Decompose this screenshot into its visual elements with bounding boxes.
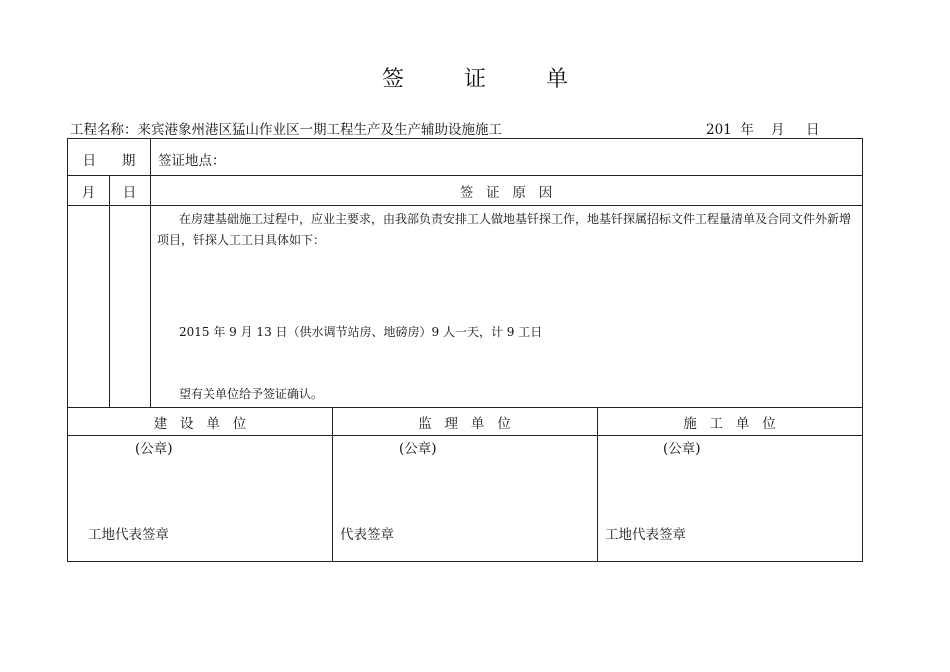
reason-paragraph-3: 望有关单位给予签证确认。 [179,387,324,401]
supervisor-seal: (公章) [399,441,437,457]
contractor-signature-label: 工地代表签章 [605,527,686,543]
location-label: 签证地点： [158,153,226,169]
owner-signature-label: 工地代表签章 [88,527,169,543]
reason-paragraph-1: 在房建基础施工过程中，应业主要求，由我部负责安排工人做地基钎探工作，地基钎探属招标文件工程量清单及合同文件外新增项目，钎探人工工日具体如下： [157,212,852,247]
day-header: 日 [122,185,137,201]
owner-seal: (公章) [135,441,173,457]
project-name: 工程名称：来宾港象州港区猛山作业区一期工程生产及生产辅助设施施工 [70,122,502,138]
title-char-1: 签 [381,67,404,92]
reason-header: 签 证 原 因 [459,185,553,201]
supervisor-signature-label: 代表签章 [340,527,394,543]
row-divider [68,435,862,436]
title-char-3: 单 [546,67,569,92]
row-divider [68,205,862,206]
month-header: 月 [81,185,96,201]
supervisor-unit-header: 监 理 单 位 [418,416,511,432]
document-date: 201 年 月 日 [706,122,820,138]
contractor-unit-header: 施 工 单 位 [683,416,776,432]
contractor-seal: (公章) [663,441,701,457]
page-title [0,62,950,93]
owner-unit-header: 建 设 单 位 [153,416,247,432]
column-divider [109,175,110,407]
row-divider [68,407,862,408]
row-divider [68,175,862,176]
date-header: 日 期 [82,153,136,169]
column-divider [150,139,151,407]
visa-form-table [67,138,863,562]
title-char-2: 证 [463,67,486,92]
reason-paragraph-2: 2015 年 9 月 13 日（供水调节站房、地磅房）9 人一天，计 9 工日 [179,325,543,339]
